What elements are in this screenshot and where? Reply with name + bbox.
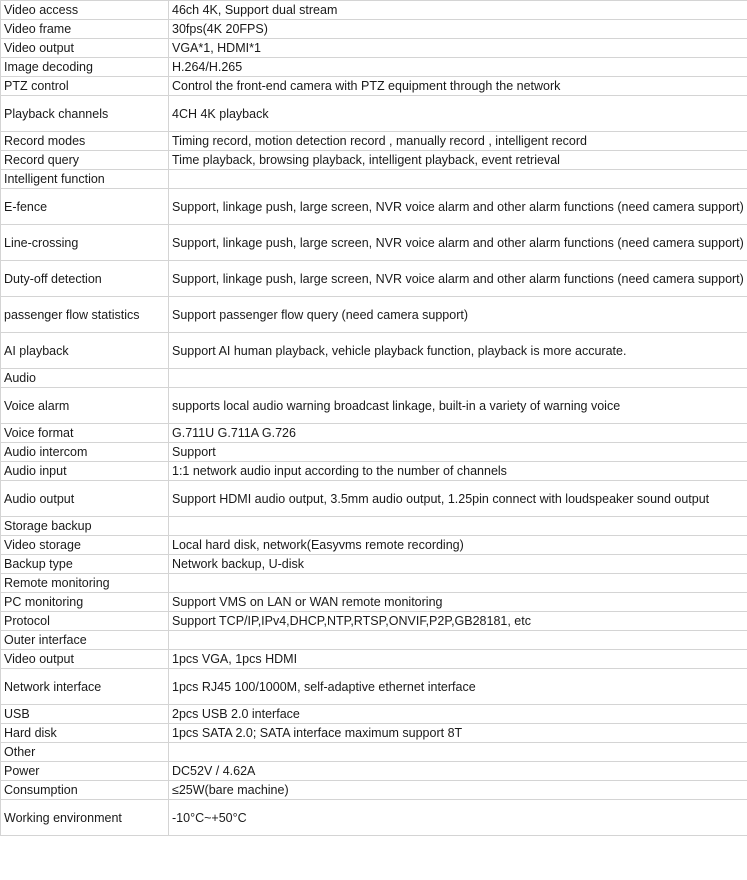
spec-value: -10°C~+50°C [169, 800, 747, 836]
table-row [1, 781, 747, 800]
table-row [1, 39, 747, 58]
spec-value: 1pcs VGA, 1pcs HDMI [169, 650, 747, 669]
table-row [1, 20, 747, 39]
spec-label: Duty-off detection [1, 261, 169, 297]
spec-label: Video frame [1, 20, 169, 39]
table-row [1, 388, 747, 424]
spec-value: Support, linkage push, large screen, NVR voice alarm and other alarm functions (need camera support) [169, 261, 747, 297]
spec-value: G.711U G.711A G.726 [169, 424, 747, 443]
spec-value [169, 631, 747, 650]
table-row [1, 724, 747, 743]
spec-value: 46ch 4K, Support dual stream [169, 1, 747, 20]
table-row [1, 333, 747, 369]
spec-value: Support VMS on LAN or WAN remote monitoring [169, 593, 747, 612]
table-row [1, 705, 747, 724]
spec-value: 1pcs RJ45 100/1000M, self-adaptive ethernet interface [169, 669, 747, 705]
spec-value: 2pcs USB 2.0 interface [169, 705, 747, 724]
spec-label: Image decoding [1, 58, 169, 77]
spec-value: Network backup, U-disk [169, 555, 747, 574]
spec-label: passenger flow statistics [1, 297, 169, 333]
spec-table-body [1, 1, 747, 836]
spec-label: Audio output [1, 481, 169, 517]
spec-value: supports local audio warning broadcast linkage, built-in a variety of warning voice [169, 388, 747, 424]
spec-value: Local hard disk, network(Easyvms remote recording) [169, 536, 747, 555]
spec-value [169, 170, 747, 189]
spec-label: Storage backup [1, 517, 169, 536]
spec-label: Audio input [1, 462, 169, 481]
spec-label: Protocol [1, 612, 169, 631]
spec-label: Audio intercom [1, 443, 169, 462]
spec-value [169, 517, 747, 536]
spec-label: Line-crossing [1, 225, 169, 261]
spec-value: Support, linkage push, large screen, NVR voice alarm and other alarm functions (need camera support) [169, 189, 747, 225]
spec-value [169, 743, 747, 762]
spec-label: Record query [1, 151, 169, 170]
table-row [1, 225, 747, 261]
table-row [1, 800, 747, 836]
table-row [1, 669, 747, 705]
table-row [1, 170, 747, 189]
spec-label: AI playback [1, 333, 169, 369]
spec-value: Support passenger flow query (need camera support) [169, 297, 747, 333]
spec-label: Backup type [1, 555, 169, 574]
spec-label: PTZ control [1, 77, 169, 96]
spec-value: VGA*1, HDMI*1 [169, 39, 747, 58]
spec-label: Intelligent function [1, 170, 169, 189]
spec-label: Power [1, 762, 169, 781]
table-row [1, 555, 747, 574]
table-row [1, 132, 747, 151]
spec-value: Support TCP/IP,IPv4,DHCP,NTP,RTSP,ONVIF,P2P,GB28181, etc [169, 612, 747, 631]
table-row [1, 151, 747, 170]
table-row [1, 369, 747, 388]
spec-label: Remote monitoring [1, 574, 169, 593]
table-row [1, 1, 747, 20]
spec-label: USB [1, 705, 169, 724]
spec-value: 30fps(4K 20FPS) [169, 20, 747, 39]
spec-label: Network interface [1, 669, 169, 705]
spec-label: Consumption [1, 781, 169, 800]
spec-label: Other [1, 743, 169, 762]
spec-label: PC monitoring [1, 593, 169, 612]
table-row [1, 574, 747, 593]
table-row [1, 650, 747, 669]
table-row [1, 481, 747, 517]
table-row [1, 593, 747, 612]
table-row [1, 462, 747, 481]
table-row [1, 261, 747, 297]
spec-value: Timing record, motion detection record , manually record , intelligent record [169, 132, 747, 151]
spec-value: Support [169, 443, 747, 462]
spec-label: Audio [1, 369, 169, 388]
table-row [1, 424, 747, 443]
spec-value: 1:1 network audio input according to the number of channels [169, 462, 747, 481]
spec-label: Video output [1, 39, 169, 58]
table-row [1, 743, 747, 762]
spec-value: Support HDMI audio output, 3.5mm audio output, 1.25pin connect with loudspeaker sound output [169, 481, 747, 517]
spec-value: DC52V / 4.62A [169, 762, 747, 781]
table-row [1, 631, 747, 650]
spec-label: Playback channels [1, 96, 169, 132]
spec-label: Video output [1, 650, 169, 669]
spec-value [169, 574, 747, 593]
spec-label: Working environment [1, 800, 169, 836]
spec-label: Outer interface [1, 631, 169, 650]
spec-value: ≤25W(bare machine) [169, 781, 747, 800]
table-row [1, 297, 747, 333]
spec-label: E-fence [1, 189, 169, 225]
spec-value: Time playback, browsing playback, intelligent playback, event retrieval [169, 151, 747, 170]
spec-label: Hard disk [1, 724, 169, 743]
spec-label: Video access [1, 1, 169, 20]
table-row [1, 517, 747, 536]
spec-value: 4CH 4K playback [169, 96, 747, 132]
table-row [1, 762, 747, 781]
table-row [1, 536, 747, 555]
table-row [1, 443, 747, 462]
spec-value [169, 369, 747, 388]
table-row [1, 58, 747, 77]
spec-label: Voice format [1, 424, 169, 443]
table-row [1, 189, 747, 225]
spec-label: Voice alarm [1, 388, 169, 424]
table-row [1, 96, 747, 132]
spec-value: Control the front-end camera with PTZ equipment through the network [169, 77, 747, 96]
table-row [1, 77, 747, 96]
spec-value: H.264/H.265 [169, 58, 747, 77]
spec-label: Video storage [1, 536, 169, 555]
spec-value: Support, linkage push, large screen, NVR voice alarm and other alarm functions (need camera support) [169, 225, 747, 261]
table-row [1, 612, 747, 631]
spec-value: 1pcs SATA 2.0; SATA interface maximum support 8T [169, 724, 747, 743]
spec-value: Support AI human playback, vehicle playback function, playback is more accurate. [169, 333, 747, 369]
spec-label: Record modes [1, 132, 169, 151]
